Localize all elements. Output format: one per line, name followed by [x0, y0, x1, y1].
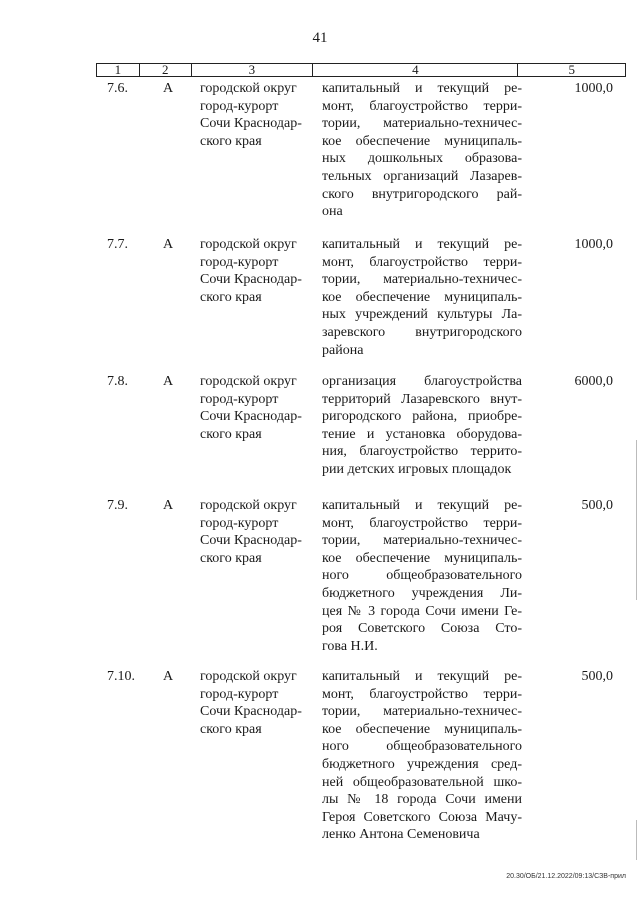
recipient-line: Сочи Краснодар-	[200, 272, 302, 288]
row-number: 7.6.	[107, 81, 128, 96]
page-number: 41	[312, 30, 328, 46]
row-purpose	[322, 373, 522, 479]
column-header-3: 3	[192, 64, 314, 76]
purpose-line: лы № 18 города Сочи имени	[322, 792, 522, 808]
row-amount: 500,0	[581, 498, 613, 513]
recipient-line: ского края	[200, 550, 262, 566]
purpose-line: района	[322, 342, 364, 358]
row-recipient	[200, 373, 314, 443]
purpose-line: ния, благоустройство террито-	[322, 444, 522, 460]
purpose-line: роя Советского Союза Сто-	[322, 621, 522, 637]
purpose-line: гова Н.И.	[322, 638, 378, 654]
row-recipient	[200, 497, 314, 567]
purpose-line: Героя Советского Союза Мачу-	[322, 809, 522, 825]
column-header-1: 1	[97, 64, 140, 76]
recipient-line: городской округ	[200, 237, 297, 252]
recipient-line: город-курорт	[200, 391, 279, 407]
row-recipient	[200, 236, 314, 306]
purpose-line: монт, благоустройство терри-	[322, 515, 522, 531]
purpose-line: тории, материально-техничес-	[322, 116, 522, 132]
recipient-line: ского края	[200, 426, 262, 442]
row-purpose	[322, 668, 522, 844]
purpose-line: ного общеобразовательного	[322, 739, 522, 755]
purpose-line: заревского внутригородского	[322, 324, 522, 340]
row-category: А	[163, 237, 174, 252]
purpose-line: ных учреждений культуры Ла-	[322, 307, 522, 323]
row-purpose	[322, 497, 522, 655]
purpose-line: капитальный и текущий ре-	[322, 237, 522, 252]
purpose-line: ленко Антона Семеновича	[322, 827, 480, 843]
column-header-5: 5	[568, 62, 575, 77]
purpose-line: монт, благоустройство терри-	[322, 686, 522, 702]
recipient-line: город-курорт	[200, 254, 279, 270]
purpose-line: кое обеспечение муниципаль-	[322, 289, 522, 305]
row-number: 7.8.	[107, 374, 128, 389]
recipient-line: ского края	[200, 289, 262, 305]
recipient-line: городской округ	[200, 81, 297, 96]
row-category: А	[163, 669, 174, 684]
recipient-line: городской округ	[200, 669, 297, 684]
purpose-line: капитальный и текущий ре-	[322, 498, 522, 513]
purpose-line: тории, материально-техничес-	[322, 533, 522, 549]
column-header-2: 2	[140, 64, 192, 76]
row-purpose	[322, 80, 522, 221]
row-amount: 1000,0	[574, 237, 613, 252]
purpose-line: ных дошкольных образова-	[322, 151, 522, 167]
purpose-line: монт, благоустройство терри-	[322, 254, 522, 270]
table-header	[96, 63, 626, 77]
purpose-line: бюджетного учреждения сред-	[322, 756, 522, 772]
purpose-line: ригородского района, приобре-	[322, 409, 522, 425]
purpose-line: территорий Лазаревского внут-	[322, 391, 522, 407]
recipient-line: город-курорт	[200, 98, 279, 114]
row-number: 7.7.	[107, 237, 128, 252]
recipient-line: городской округ	[200, 374, 297, 389]
row-purpose	[322, 236, 522, 359]
scan-mark	[636, 440, 637, 600]
purpose-line: тение и установка оборудова-	[322, 426, 522, 442]
recipient-line: городской округ	[200, 498, 297, 513]
row-recipient	[200, 80, 314, 150]
purpose-line: она	[322, 204, 343, 220]
scan-mark	[636, 820, 637, 860]
purpose-line: ней общеобразовательной шко-	[322, 774, 522, 790]
purpose-line: кое обеспечение муниципаль-	[322, 550, 522, 566]
document-code: 20.30/ОБ/21.12.2022/09:13/СЗВ-прил	[506, 873, 626, 880]
row-category: А	[163, 498, 174, 513]
row-recipient	[200, 668, 314, 738]
purpose-line: рии детских игровых площадок	[322, 461, 512, 477]
purpose-line: бюджетного учреждения Ли-	[322, 585, 522, 601]
recipient-line: город-курорт	[200, 686, 279, 702]
row-category: А	[163, 81, 174, 96]
purpose-line: тории, материально-техничес-	[322, 272, 522, 288]
row-category: А	[163, 374, 174, 389]
purpose-line: монт, благоустройство терри-	[322, 98, 522, 114]
purpose-line: ного общеобразовательного	[322, 568, 522, 584]
purpose-line: кое обеспечение муниципаль-	[322, 133, 522, 149]
purpose-line: ского внутригородского рай-	[322, 186, 522, 202]
row-number: 7.9.	[107, 498, 128, 513]
recipient-line: ского края	[200, 721, 262, 737]
row-amount: 500,0	[581, 669, 613, 684]
purpose-line: капитальный и текущий ре-	[322, 81, 522, 96]
recipient-line: Сочи Краснодар-	[200, 704, 302, 720]
row-amount: 6000,0	[574, 374, 613, 389]
recipient-line: ского края	[200, 133, 262, 149]
purpose-line: цея № 3 города Сочи имени Ге-	[322, 603, 522, 619]
column-header-4: 4	[313, 64, 518, 76]
purpose-line: капитальный и текущий ре-	[322, 669, 522, 684]
recipient-line: город-курорт	[200, 515, 279, 531]
row-number: 7.10.	[107, 669, 135, 684]
purpose-line: тельных организаций Лазарев-	[322, 168, 522, 184]
purpose-line: организация благоустройства	[322, 374, 522, 389]
recipient-line: Сочи Краснодар-	[200, 533, 302, 549]
purpose-line: тории, материально-техничес-	[322, 704, 522, 720]
recipient-line: Сочи Краснодар-	[200, 409, 302, 425]
row-amount: 1000,0	[574, 81, 613, 96]
recipient-line: Сочи Краснодар-	[200, 116, 302, 132]
purpose-line: кое обеспечение муниципаль-	[322, 721, 522, 737]
